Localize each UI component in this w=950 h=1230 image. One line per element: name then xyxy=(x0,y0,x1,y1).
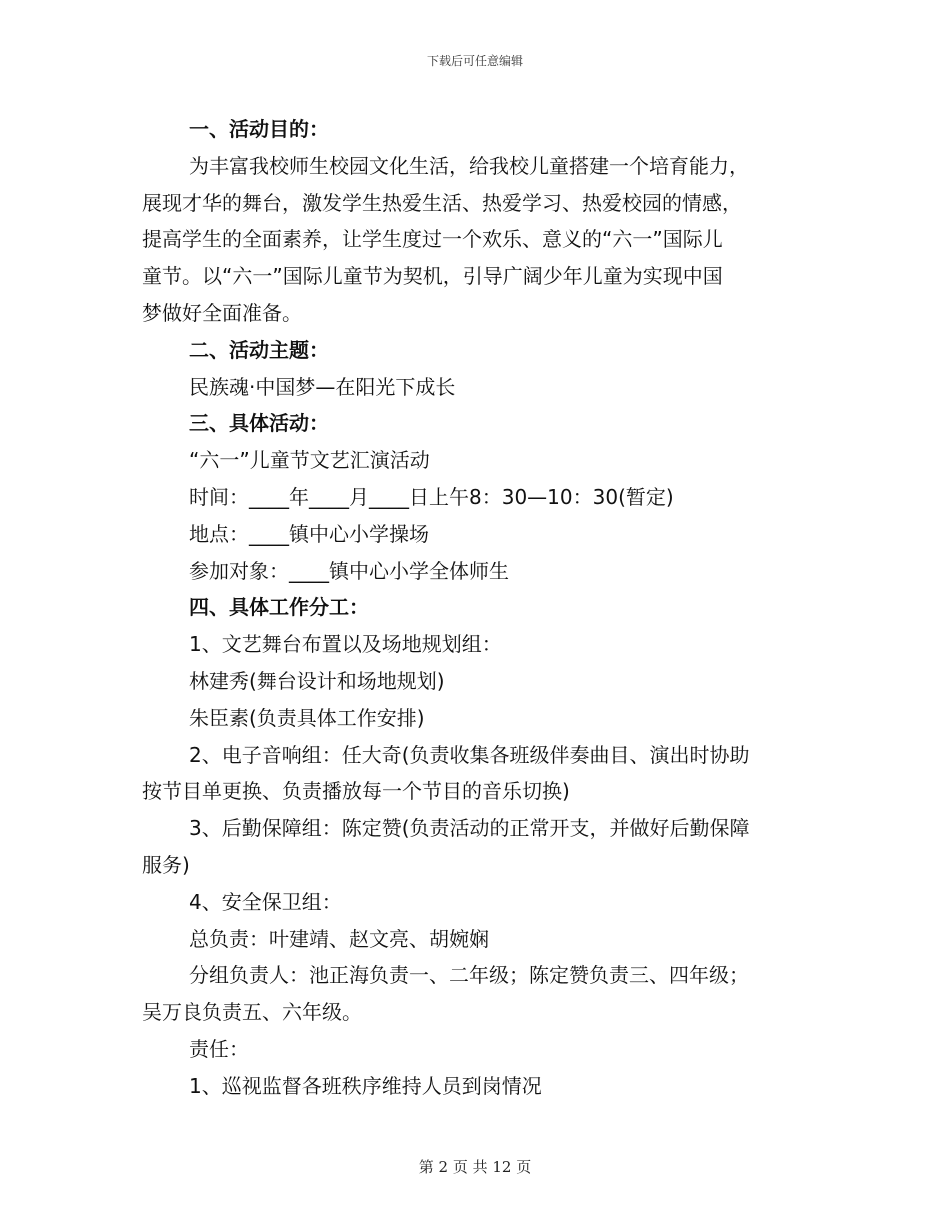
paragraph-line: 童节。以“六一”国际儿童节为契机，引导广阔少年儿童为实现中国 xyxy=(142,264,723,289)
security-leaders: 总负责：叶建靖、赵文亮、胡婉娴 xyxy=(189,926,489,951)
responsibility-item: 1、巡视监督各班秩序维持人员到岗情况 xyxy=(189,1073,542,1098)
activity-location: 地点：____镇中心小学操场 xyxy=(189,521,429,546)
section-heading-purpose: 一、活动目的： xyxy=(189,117,329,141)
section-heading-activities: 三、具体活动： xyxy=(189,411,329,436)
security-subgroups: 分组负责人：池正海负责一、二年级；陈定赞负责三、四年级； xyxy=(189,963,749,988)
paragraph-line: 梦做好全面准备。 xyxy=(142,300,302,325)
paragraph-line: 为丰富我校师生校园文化生活，给我校儿童搭建一个培育能力， xyxy=(189,153,749,178)
group-stage-layout: 1、文艺舞台布置以及场地规划组： xyxy=(189,632,502,657)
group-security: 4、安全保卫组： xyxy=(189,889,342,914)
responsibility-label: 责任： xyxy=(189,1036,249,1061)
activity-participants: 参加对象：____镇中心小学全体师生 xyxy=(189,558,509,583)
group-logistics: 3、后勤保障组：陈定赞(负责活动的正常开支，并做好后勤保障 xyxy=(189,816,750,841)
theme-text: 民族魂·中国梦—在阳光下成长 xyxy=(189,374,456,399)
group-member: 朱臣素(负责具体工作安排) xyxy=(189,705,425,730)
page-number: 第 2 页 共 12 页 xyxy=(418,1158,532,1176)
document-body xyxy=(142,111,802,1105)
activity-time: 时间：____年____月____日上午8：30—10：30(暂定) xyxy=(189,484,674,509)
paragraph-line: 提高学生的全面素养，让学生度过一个欢乐、意义的“六一”国际儿 xyxy=(142,227,723,252)
security-subgroups-cont: 吴万良负责五、六年级。 xyxy=(142,1000,362,1025)
paragraph-line: 展现才华的舞台，激发学生热爱生活、热爱学习、热爱校园的情感， xyxy=(142,190,742,215)
group-audio: 2、电子音响组：任大奇(负责收集各班级伴奏曲目、演出时协助 xyxy=(189,742,750,767)
group-audio-cont: 按节目单更换、负责播放每一个节目的音乐切换) xyxy=(142,779,570,804)
group-member: 林建秀(舞台设计和场地规划) xyxy=(189,668,445,693)
header-note: 下载后可任意编辑 xyxy=(426,54,523,68)
section-heading-theme: 二、活动主题： xyxy=(189,337,329,362)
section-heading-division: 四、具体工作分工： xyxy=(189,595,369,620)
group-logistics-cont: 服务) xyxy=(142,852,190,877)
activity-title: “六一”儿童节文艺汇演活动 xyxy=(189,448,430,473)
